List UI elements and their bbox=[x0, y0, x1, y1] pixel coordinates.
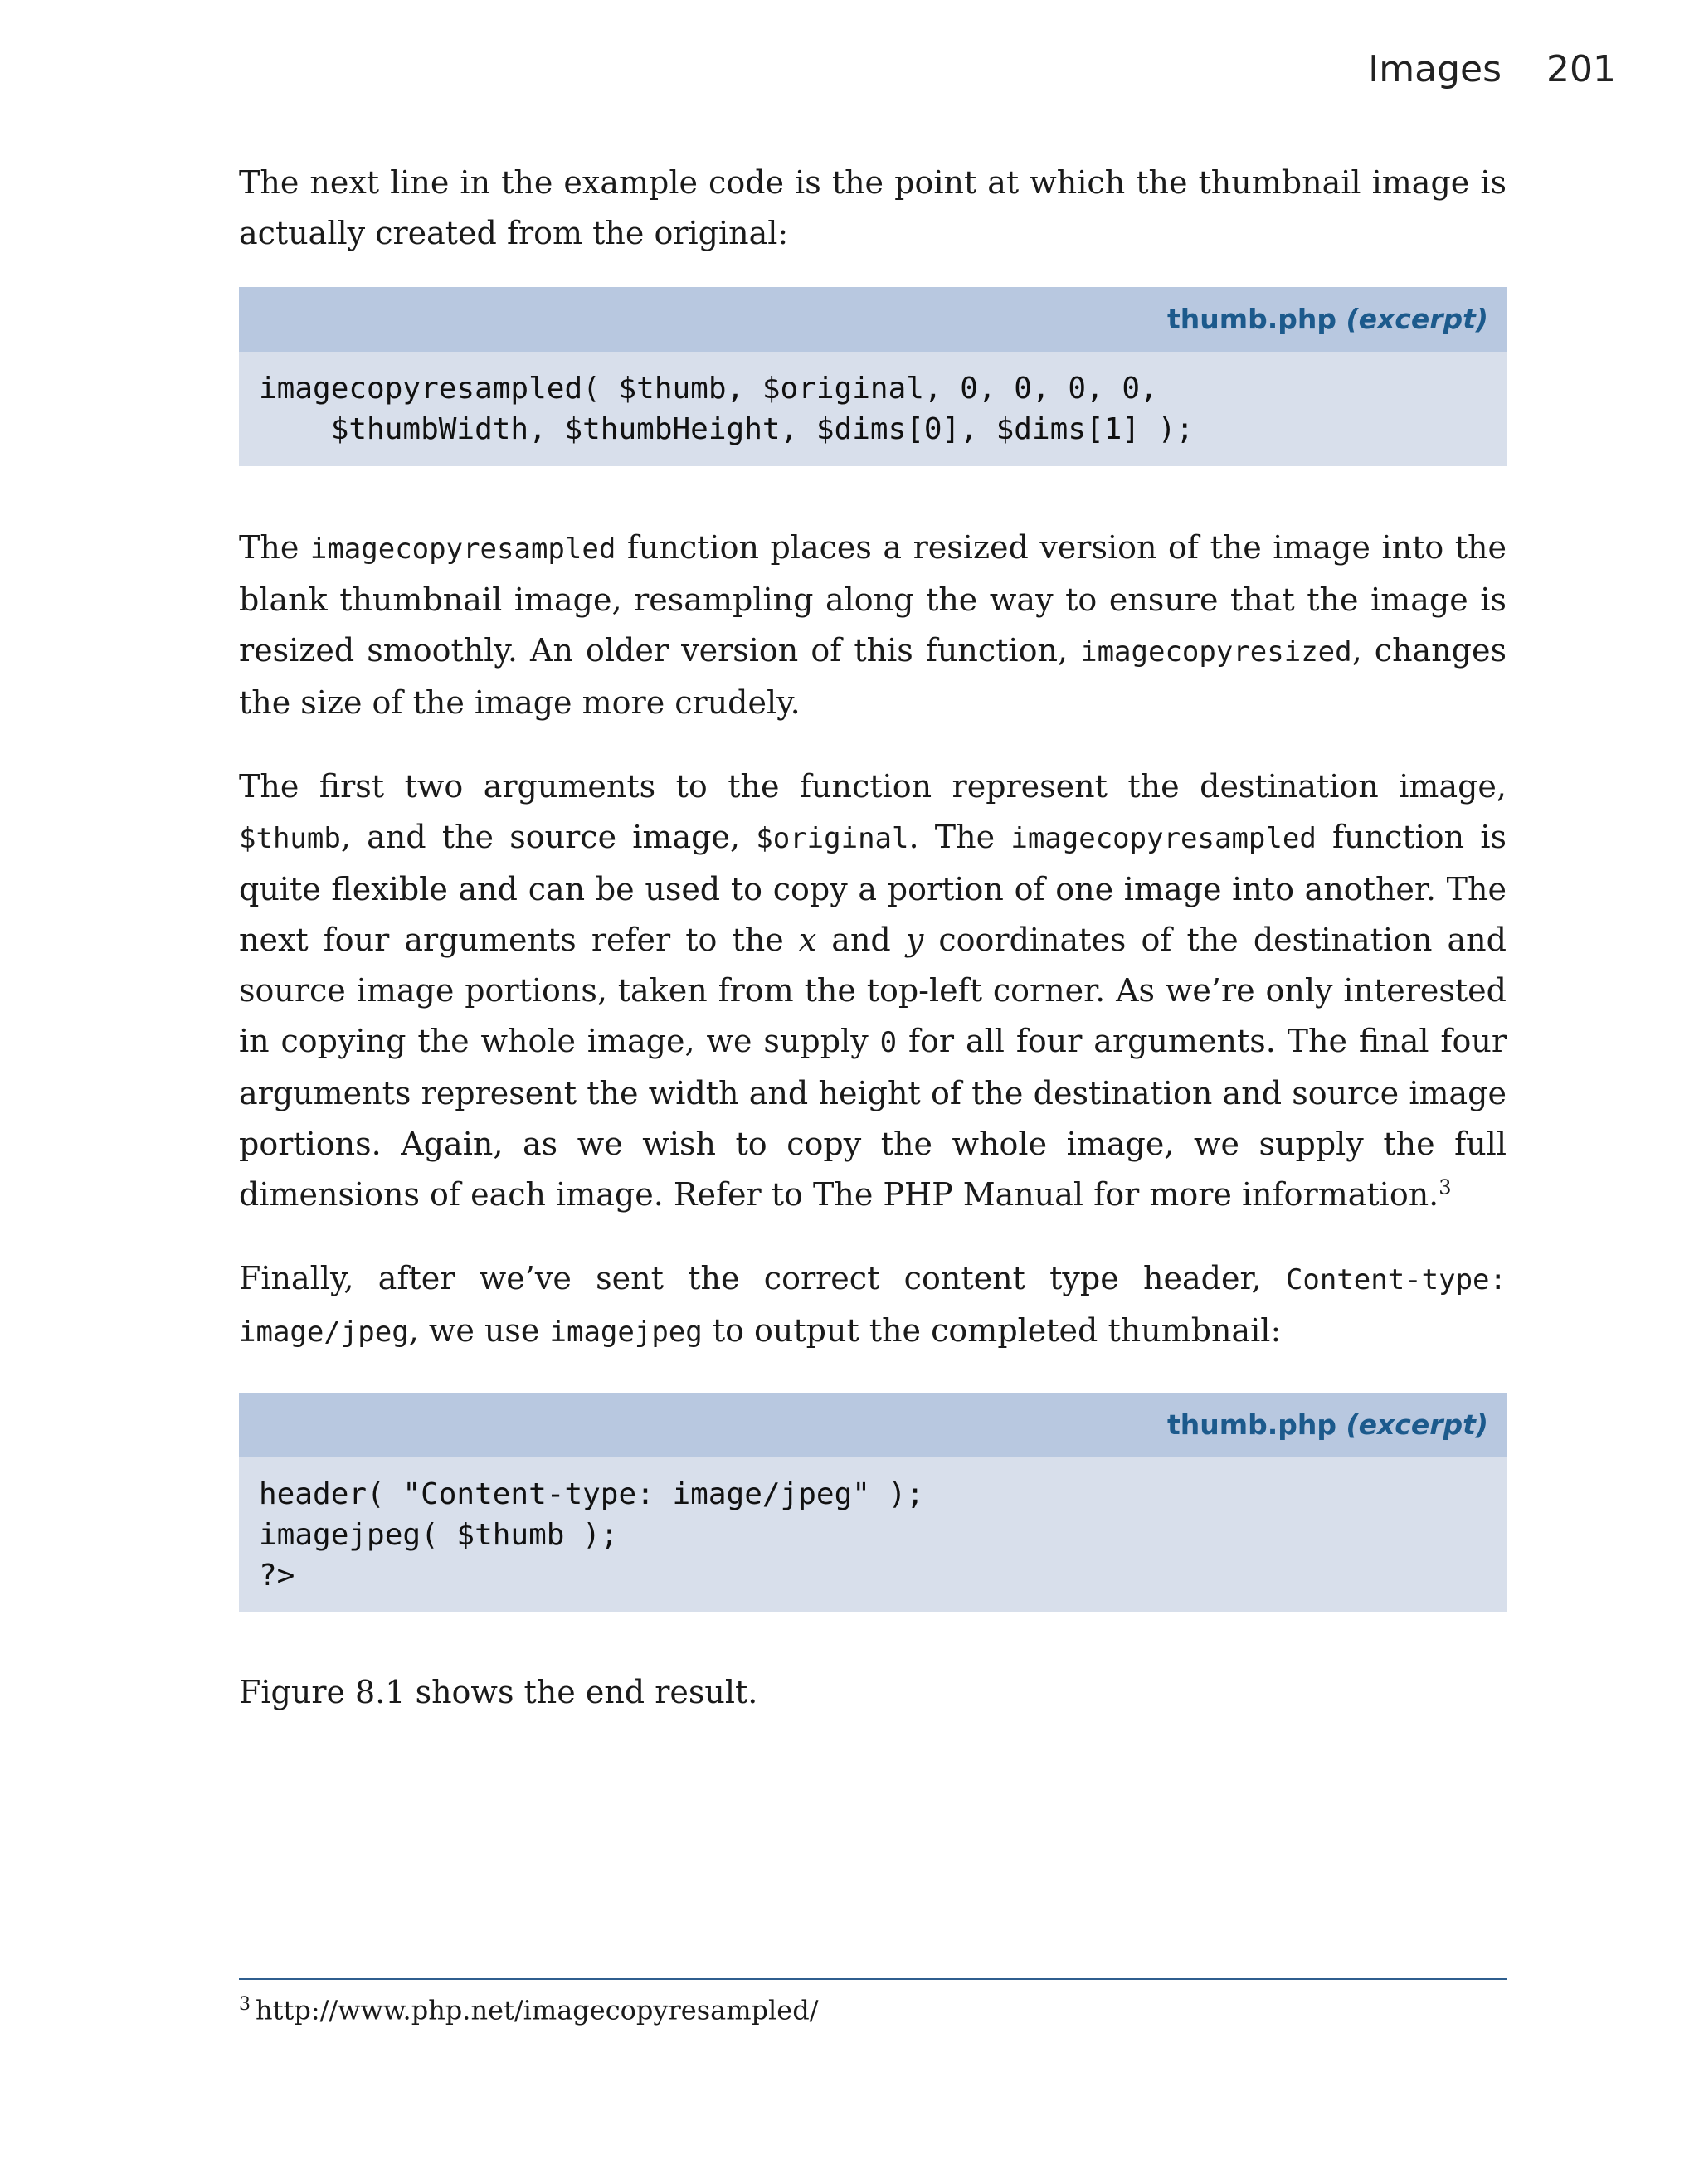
inline-code: Content-type: image/jpeg bbox=[239, 1263, 1507, 1349]
caption-note: (excerpt) bbox=[1346, 1408, 1488, 1441]
paragraph-output: Finally, after we’ve sent the correct content type header, Content-type: image/jpeg, we use imagejpeg to output the completed thumbnail: bbox=[239, 1260, 1507, 1349]
footnote bbox=[239, 1994, 818, 2026]
page-number: 201 bbox=[1546, 48, 1616, 90]
code-caption bbox=[239, 287, 1507, 352]
code-caption bbox=[239, 1393, 1507, 1457]
paragraph-function: The imagecopyresampled function places a resized version of the image into the blank thumbnail image, resampling along the way to ensure that the image is resized smoothly. An older version of this function, imagecopyresized, changes the size of the image more crudely. bbox=[239, 529, 1507, 721]
caption-note: (excerpt) bbox=[1346, 303, 1488, 335]
code-text: imagecopyresampled( $thumb, $original, 0, 0, 0, 0, $thumbWidth, $thumbHeight, $dims[0], $dims[1] ); bbox=[259, 372, 1195, 446]
italic-y: y bbox=[905, 922, 924, 958]
caption-filename: thumb.php bbox=[1167, 1408, 1337, 1441]
inline-code: $thumb bbox=[239, 822, 341, 855]
footnote-reference[interactable]: 3 bbox=[1439, 1175, 1452, 1199]
inline-code: 0 bbox=[879, 1026, 898, 1059]
footnote-divider bbox=[239, 1978, 1507, 1980]
footnote-number: 3 bbox=[239, 1994, 251, 2015]
inline-code: $original bbox=[756, 822, 909, 855]
paragraph-arguments: The first two arguments to the function represent the destination image, $thumb, and the source image, $original. The imagecopyresampled function is quite flexible and can be used to copy a portion of one image into another. The next four arguments refer to the x and y coordinates of the destination and source image portions, taken from the top-left corner. As we’re only interested in copying the whole image, we supply 0 for all four arguments. The final four arguments represent the width and height of the destination and source image portions. Again, as we wish to copy the whole image, we supply the full dimensions of each image. Refer to The PHP Manual for more information.$^3$ bbox=[239, 768, 1507, 1213]
running-head bbox=[1368, 48, 1616, 90]
code-listing-1 bbox=[239, 287, 1507, 466]
code-listing-2 bbox=[239, 1393, 1507, 1612]
inline-code: imagejpeg bbox=[549, 1316, 703, 1349]
caption-filename: thumb.php bbox=[1167, 303, 1337, 335]
inline-code: imagecopyresampled bbox=[309, 533, 616, 566]
code-text: header( "Content-type: image/jpeg" ); imagejpeg( $thumb ); ?> bbox=[259, 1477, 924, 1593]
paragraph-figure-ref: Figure 8.1 shows the end result. bbox=[239, 1674, 758, 1710]
page-body bbox=[239, 158, 1507, 1718]
italic-x: x bbox=[798, 922, 817, 958]
inline-code: imagecopyresampled bbox=[1010, 822, 1317, 855]
footnote-url[interactable]: http://www.php.net/imagecopyresampled/ bbox=[256, 1994, 819, 2026]
paragraph-intro: The next line in the example code is the point at which the thumbnail image is actually created from the original: bbox=[239, 164, 1507, 251]
inline-code: imagecopyresized bbox=[1080, 635, 1352, 669]
section-title: Images bbox=[1368, 48, 1502, 90]
